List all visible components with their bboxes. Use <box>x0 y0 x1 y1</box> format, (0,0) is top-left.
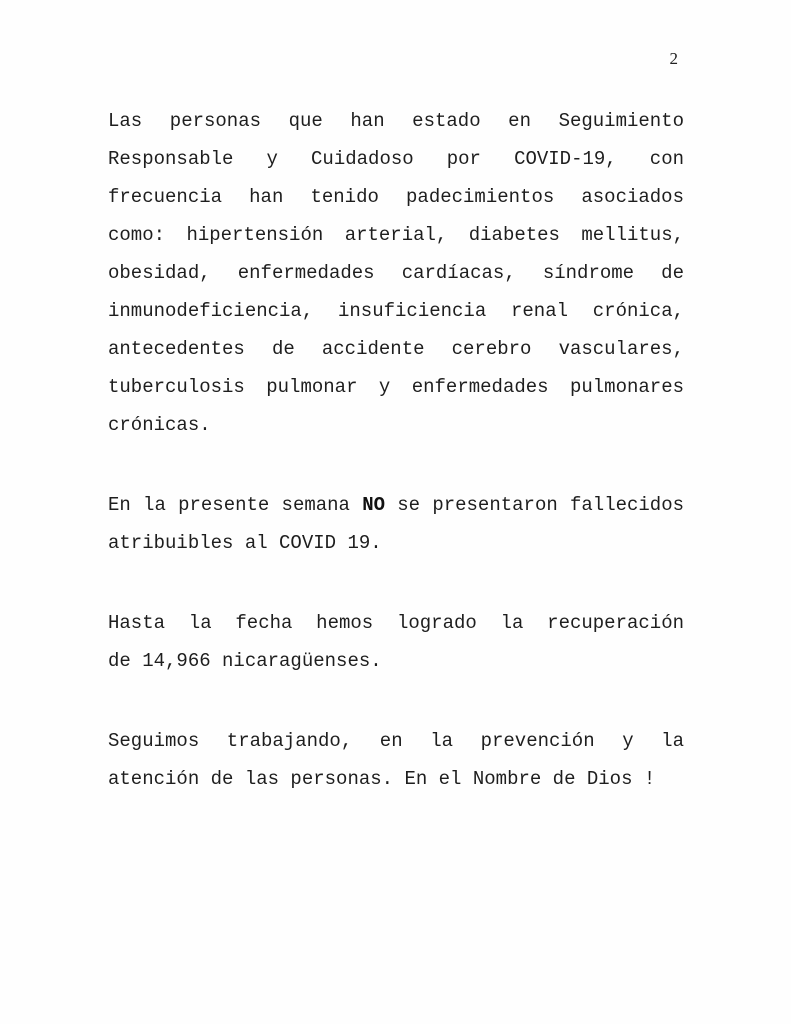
text-line: Seguimos trabajando, en la prevención y la <box>108 730 684 752</box>
text-line: frecuencia han tenido padecimientos asociados <box>108 186 684 208</box>
paragraph-closing <box>108 722 684 798</box>
text-line: inmunodeficiencia, insuficiencia renal crónica, <box>108 300 684 322</box>
text-line: atención de las personas. En el Nombre de Dios ! <box>108 768 656 790</box>
text-line: Las personas que han estado en Seguimiento <box>108 110 684 132</box>
text-line: antecedentes de accidente cerebro vasculares, <box>108 338 684 360</box>
text-line: Responsable y Cuidadoso por COVID-19, con <box>108 148 684 170</box>
text-line: Hasta la fecha hemos logrado la recuperación <box>108 612 684 634</box>
paragraph-recovered <box>108 604 684 680</box>
text-line: de 14,966 nicaragüenses. <box>108 650 382 672</box>
paragraph-comorbidities <box>108 102 684 444</box>
text-line: tuberculosis pulmonar y enfermedades pulmonares <box>108 376 684 398</box>
text-line: obesidad, enfermedades cardíacas, síndrome de <box>108 262 684 284</box>
bold-no-text: NO <box>362 494 386 516</box>
page-number: 2 <box>669 49 678 68</box>
text-segment: En la presente semana <box>108 494 350 516</box>
document-content <box>108 102 684 840</box>
text-line: atribuibles al COVID 19. <box>108 532 382 554</box>
paragraph-deaths <box>108 486 684 562</box>
text-line: como: hipertensión arterial, diabetes mellitus, <box>108 224 684 246</box>
text-line: crónicas. <box>108 414 211 436</box>
text-line <box>108 486 684 524</box>
text-segment: se presentaron fallecidos <box>397 494 685 516</box>
